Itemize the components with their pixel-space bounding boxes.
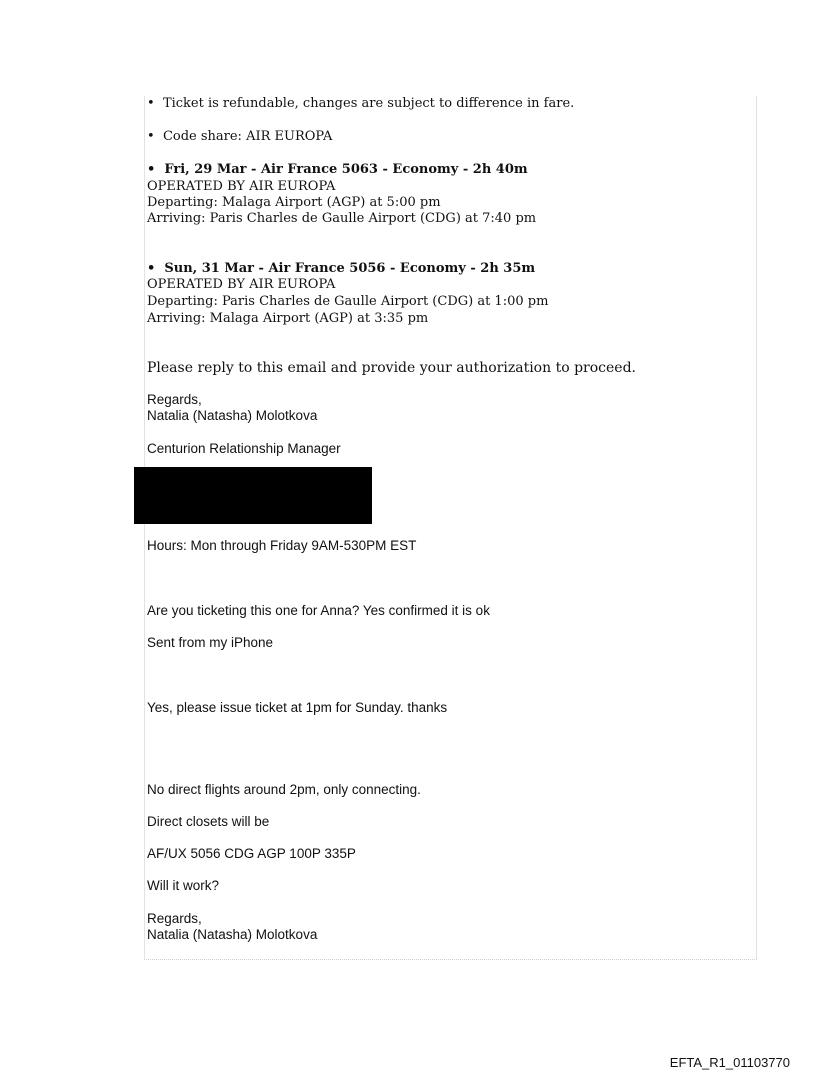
bullet-codeshare: [147, 129, 332, 145]
bullet-glyph: •: [147, 162, 156, 177]
flight-1-operated: OPERATED BY AIR EUROPA: [147, 179, 336, 194]
thread-no-direct: No direct flights around 2pm, only connecting.: [147, 782, 421, 797]
signature-1-title: Centurion Relationship Manager: [147, 441, 341, 456]
flight-1-heading-text: Fri, 29 Mar - Air France 5063 - Economy - 2h 40m: [164, 162, 528, 177]
signature-2-regards: Regards,: [147, 911, 202, 926]
signature-1-name: Natalia (Natasha) Molotkova: [147, 408, 318, 423]
signature-1-regards: Regards,: [147, 392, 202, 407]
bullet-refundable: [147, 96, 574, 112]
thread-flight-code: AF/UX 5056 CDG AGP 100P 335P: [147, 846, 356, 861]
reply-request: Please reply to this email and provide your authorization to proceed.: [147, 360, 636, 376]
bullet-glyph: •: [147, 129, 155, 144]
signature-2-name: Natalia (Natasha) Molotkova: [147, 927, 318, 942]
hours-text: Hours: Mon through Friday 9AM-530PM EST: [147, 538, 417, 553]
flight-2-operated: OPERATED BY AIR EUROPA: [147, 277, 336, 292]
flight-2-departing: Departing: Paris Charles de Gaulle Airport (CDG) at 1:00 pm: [147, 294, 549, 309]
bullet-glyph: •: [147, 261, 156, 276]
thread-issue-ticket: Yes, please issue ticket at 1pm for Sunday. thanks: [147, 700, 448, 715]
thread-direct-closest: Direct closets will be: [147, 814, 270, 829]
thread-sent-from: Sent from my iPhone: [147, 635, 274, 650]
codeshare-text: Code share: AIR EUROPA: [162, 129, 333, 144]
flight-2-arriving: Arriving: Malaga Airport (AGP) at 3:35 pm: [147, 311, 429, 326]
thread-question: Are you ticketing this one for Anna? Yes confirmed it is ok: [147, 603, 490, 618]
redaction-block: [134, 467, 372, 524]
refundable-text: Ticket is refundable, changes are subject to difference in fare.: [162, 96, 575, 111]
flight-1-heading: [147, 162, 528, 178]
document-id: EFTA_R1_01103770: [669, 1055, 790, 1070]
flight-1-arriving: Arriving: Paris Charles de Gaulle Airport (CDG) at 7:40 pm: [147, 211, 537, 226]
bullet-glyph: •: [147, 96, 155, 111]
flight-1-departing: Departing: Malaga Airport (AGP) at 5:00 pm: [147, 195, 441, 210]
thread-will-it-work: Will it work?: [147, 878, 220, 893]
flight-2-heading: [147, 261, 535, 277]
flight-2-heading-text: Sun, 31 Mar - Air France 5056 - Economy - 2h 35m: [164, 261, 536, 276]
